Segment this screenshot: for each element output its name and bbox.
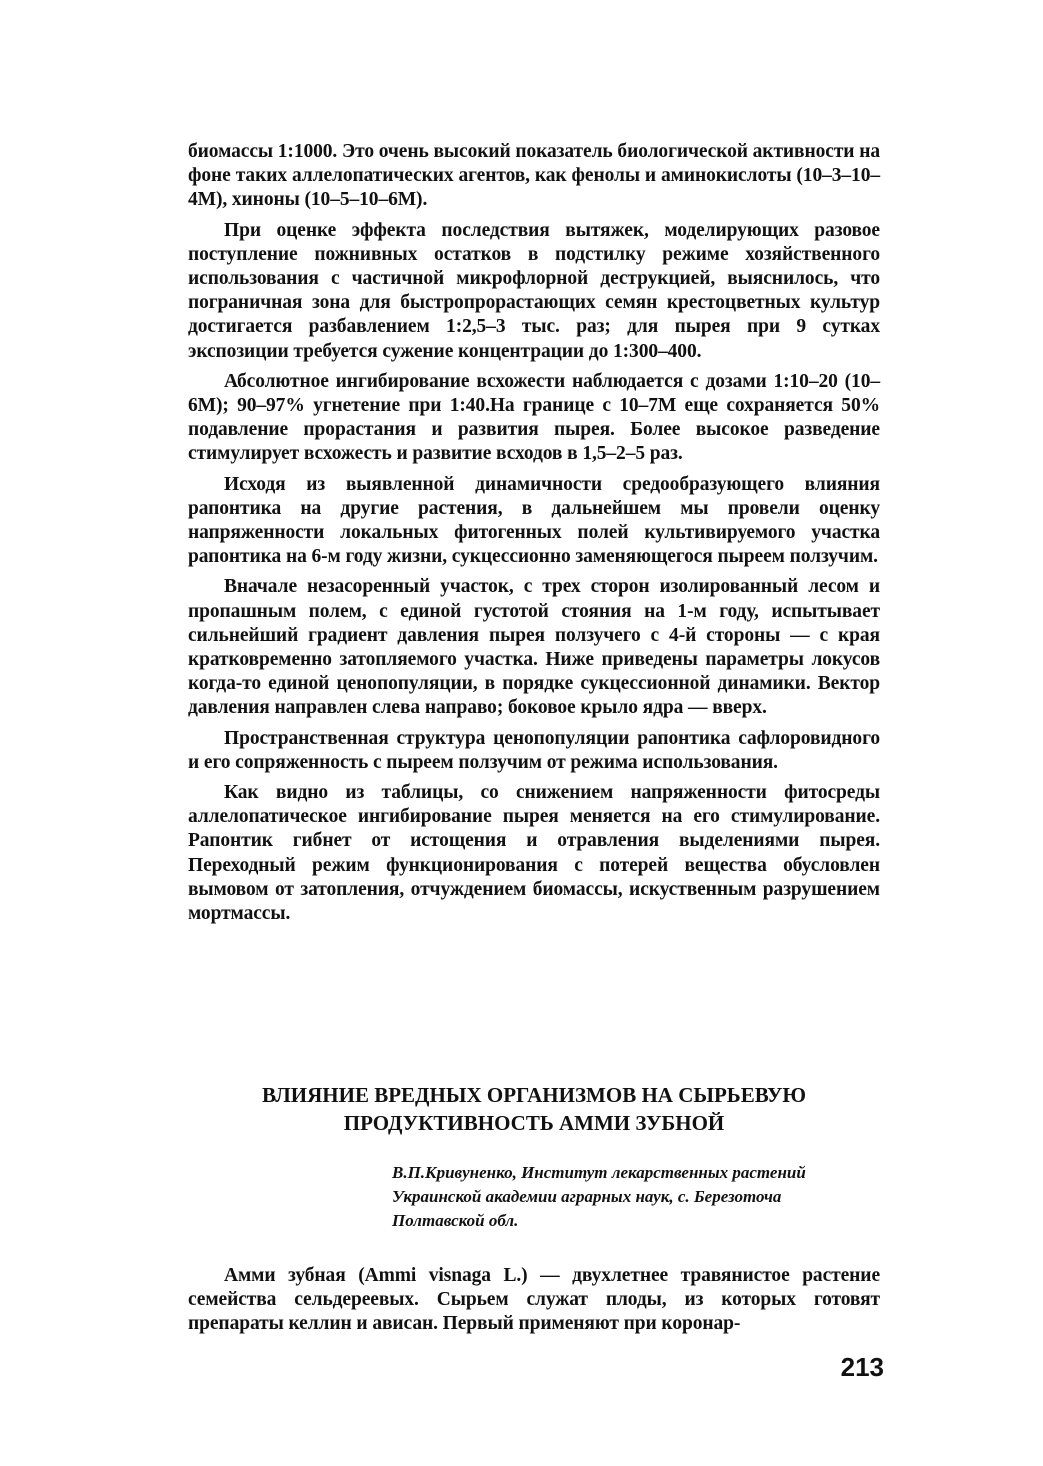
article-intro-paragraph: Амми зубная (Ammi visnaga L.) — двухлетнее травянистое растение семейства сельдереевых. Сырьем служат плоды, из которых готовят препараты келлин и ависан. Первый применяют при коронар- xyxy=(188,1265,880,1335)
author-line-3: Полтавской обл. xyxy=(392,1211,519,1230)
article-title-line-1: ВЛИЯНИЕ ВРЕДНЫХ ОРГАНИЗМОВ НА СЫРЬЕВУЮ xyxy=(261,1083,807,1107)
main-text-column xyxy=(188,140,880,932)
author-line-2: Украинской академии аграрных наук, с. Березоточа xyxy=(392,1187,782,1206)
author-line-1: В.П.Кривуненко, Институт лекарственных растений xyxy=(392,1163,806,1182)
paragraph-1: биомассы 1:1000. Это очень высокий показатель биологической активности на фоне таких аллелопатических агентов, как фенолы и аминокислоты (10–3–10–4М), хиноны (10–5–10–6М). xyxy=(188,141,881,211)
article-title-line-2: ПРОДУКТИВНОСТЬ АММИ ЗУБНОЙ xyxy=(343,1111,725,1135)
article-title xyxy=(188,1081,880,1137)
paragraph-3: Абсолютное ингибирование всхожести наблюдается с дозами 1:10–20 (10–6М); 90–97% угнетение при 1:40.На границе с 10–7М еще сохраняется 50% подавление прорастания и развития пырея. Более высокое разведение стимулирует всхожесть и развитие всходов в 1,5–2–5 раз. xyxy=(188,370,880,465)
paragraph-4: Исходя из выявленной динамичности средообразующего влияния рапонтика на другие растения, в дальнейшем мы провели оценку напряженности локальных фитогенных полей культивируемого участка рапонтика на 6-м году жизни, сукцессионно заменяющегося пыреем ползучим. xyxy=(188,473,880,568)
page-number: 213 xyxy=(840,1352,884,1382)
paragraph-6: Пространственная структура ценопопуляции рапонтика сафлоровидного и его сопряженность с пыреем ползучим от режима использования. xyxy=(188,727,880,773)
paragraph-2: При оценке эффекта последствия вытяжек, моделирующих разовое поступление пожнивных остатков в подстилку режиме хозяйственного использования с частичной микрофлорной деструкцией, выяснилось, что пограничная зона для быстропрорастающих семян крестоцветных культур достигается разбавлением 1:2,5–3 тыс. раз; для пырея при 9 сутках экспозиции требуется сужение концентрации до 1:300–400. xyxy=(188,219,880,362)
article-authors xyxy=(392,1161,882,1233)
article-intro-column xyxy=(188,1264,880,1343)
paragraph-7: Как видно из таблицы, со снижением напряженности фитосреды аллелопатическое ингибирование пырея меняется на его стимулирование. Рапонтик гибнет от истощения и отравления выделениями пырея. Переходный режим функционирования с потерей вещества обусловлен вымовом от затопления, отчуждением биомассы, искуственным разрушением мортмассы. xyxy=(188,782,880,925)
paragraph-5: Вначале незасоренный участок, с трех сторон изолированный лесом и пропашным полем, с единой густотой стояния на 1-м году, испытывает сильнейший градиент давления пырея ползучего с 4-й стороны — с края кратковременно затопляемого участка. Ниже приведены параметры локусов когда-то единой ценопопуляции, в порядке сукцессионной динамики. Вектор давления направлен слева направо; боковое крыло ядра — вверх. xyxy=(188,576,880,719)
